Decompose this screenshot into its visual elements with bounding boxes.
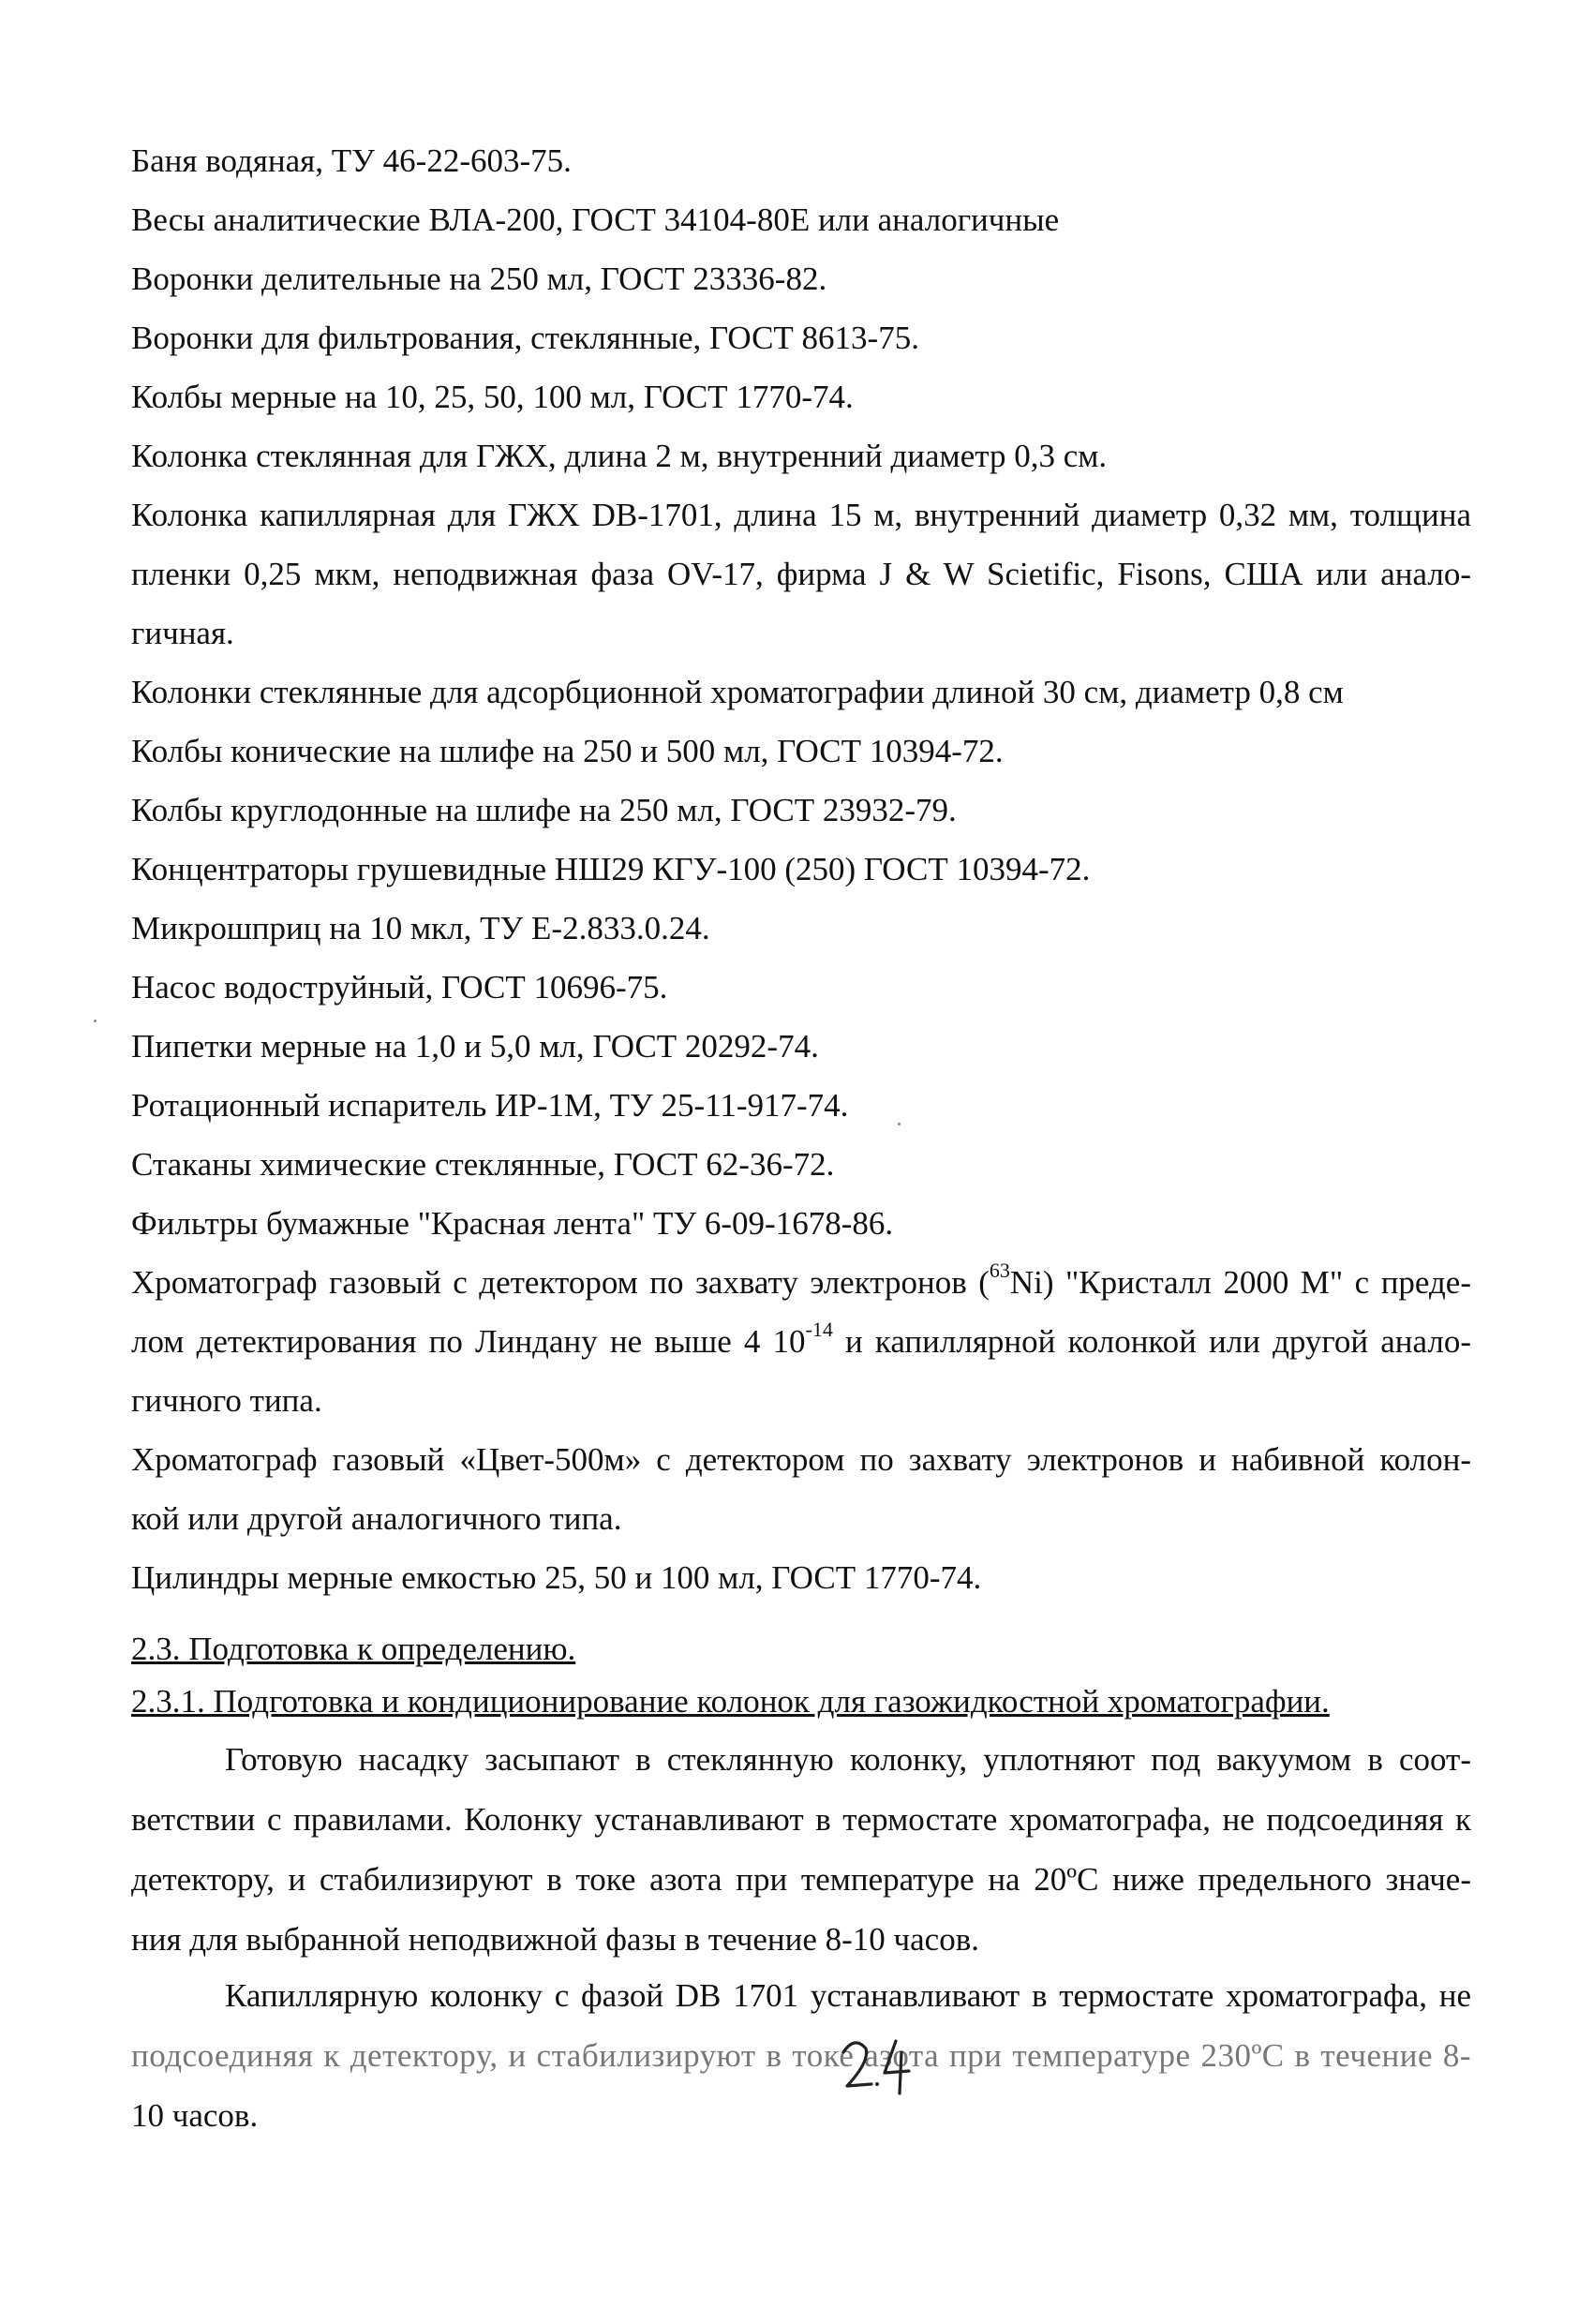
list-item: гичная. [131,615,234,651]
list-item: Концентраторы грушевидные НШ29 КГУ-100 (250) ГОСТ 10394-72. [131,851,1091,887]
list-item: Микрошприц на 10 мкл, ТУ Е-2.833.0.24. [131,910,710,946]
text-fragment: и капиллярной колонкой или другой анало- [832,1323,1471,1360]
paragraph-2 [131,1966,1471,2146]
list-item: Стаканы химические стеклянные, ГОСТ 62-36-72. [131,1146,835,1183]
list-item: пленки 0,25 мкм, неподвижная фаза OV-17, фирма J & W Scietific, Fisons, США или анало- [131,556,1471,592]
paragraph-line: ния для выбранной неподвижной фазы в течение 8-10 часов. [131,1921,979,1958]
section-heading: 2.3. Подготовка к определению. [131,1631,576,1667]
chromatograph2-line-2: кой или другой аналогичного типа. [131,1500,622,1537]
list-item: Ротационный испаритель ИР-1М, ТУ 25-11-917-74. [131,1087,849,1124]
list-item: Баня водяная, ТУ 46-22-603-75. [131,142,572,179]
isotope-superscript: 63 [989,1259,1010,1283]
list-item: Колбы конические на шлифе на 250 и 500 мл, ГОСТ 10394-72. [131,733,1004,769]
list-item: Весы аналитические ВЛА-200, ГОСТ 34104-80Е или аналогичные [131,201,1060,238]
exponent-superscript: -14 [805,1318,833,1342]
list-item: Колонка капиллярная для ГЖХ DB-1701, длина 15 м, внутренний диаметр 0,32 мм, толщина [131,497,1471,533]
equipment-list [131,131,1471,1607]
paragraph-line: 10 часов. [131,2097,259,2134]
chromatograph-line-2 [131,1312,1471,1371]
section-2-3 [131,1623,1471,1728]
text-fragment: Ni) "Кристалл 2000 М" с преде- [1009,1264,1471,1301]
text-fragment: Хроматограф газовый с детектором по захвату электронов ( [131,1264,990,1301]
scan-speck [94,1020,97,1022]
paragraph-1 [131,1730,1471,1970]
paragraph-line: ветствии с правилами. Колонку устанавливают в термостате хроматографа, не подсоединяя к [131,1801,1471,1838]
list-item: Цилиндры мерные емкостью 25, 50 и 100 мл, ГОСТ 1770-74. [131,1559,982,1596]
chromatograph-line-1 [131,1253,1471,1312]
chromatograph-line-3: гичного типа. [131,1382,322,1419]
list-item: Колонка стеклянная для ГЖХ, длина 2 м, внутренний диаметр 0,3 см. [131,438,1108,474]
list-item: Колбы круглодонные на шлифе на 250 мл, ГОСТ 23932-79. [131,792,957,828]
list-item: Воронки для фильтрования, стеклянные, ГОСТ 8613-75. [131,320,919,356]
paragraph-line: детектору, и стабилизируют в токе азота при температуре на 20ºС ниже предельного значе- [131,1861,1471,1898]
list-item: Колонки стеклянные для адсорбционной хроматографии длиной 30 см, диаметр 0,8 см [131,674,1344,710]
list-item: Фильтры бумажные "Красная лента" ТУ 6-09-1678-86. [131,1205,894,1242]
paragraph-line: Готовую насадку засыпают в стеклянную колонку, уплотняют под вакуумом в соот- [225,1741,1471,1778]
list-item: Пипетки мерные на 1,0 и 5,0 мл, ГОСТ 20292-74. [131,1028,819,1065]
subsection-heading: 2.3.1. Подготовка и кондиционирование колонок для газожидкостной хроматографии. [131,1683,1330,1720]
handwritten-page-number [834,2024,918,2108]
paragraph-line: подсоединяя к детектору, и стабилизируют в токе азота при температуре 230ºС в течение 8- [131,2037,1471,2074]
text-fragment: лом детектирования по Линдану не выше 4 10 [131,1323,806,1360]
list-item: Колбы мерные на 10, 25, 50, 100 мл, ГОСТ 1770-74. [131,379,854,415]
paragraph-line: Капиллярную колонку с фазой DB 1701 устанавливают в термостате хроматографа, не [225,1977,1471,2014]
chromatograph2-line-1: Хроматограф газовый «Цвет-500м» с детектором по захвату электронов и набивной колон- [131,1441,1471,1478]
list-item: Воронки делительные на 250 мл, ГОСТ 23336-82. [131,261,827,297]
list-item: Насос водоструйный, ГОСТ 10696-75. [131,969,668,1006]
scan-speck [898,1123,901,1125]
